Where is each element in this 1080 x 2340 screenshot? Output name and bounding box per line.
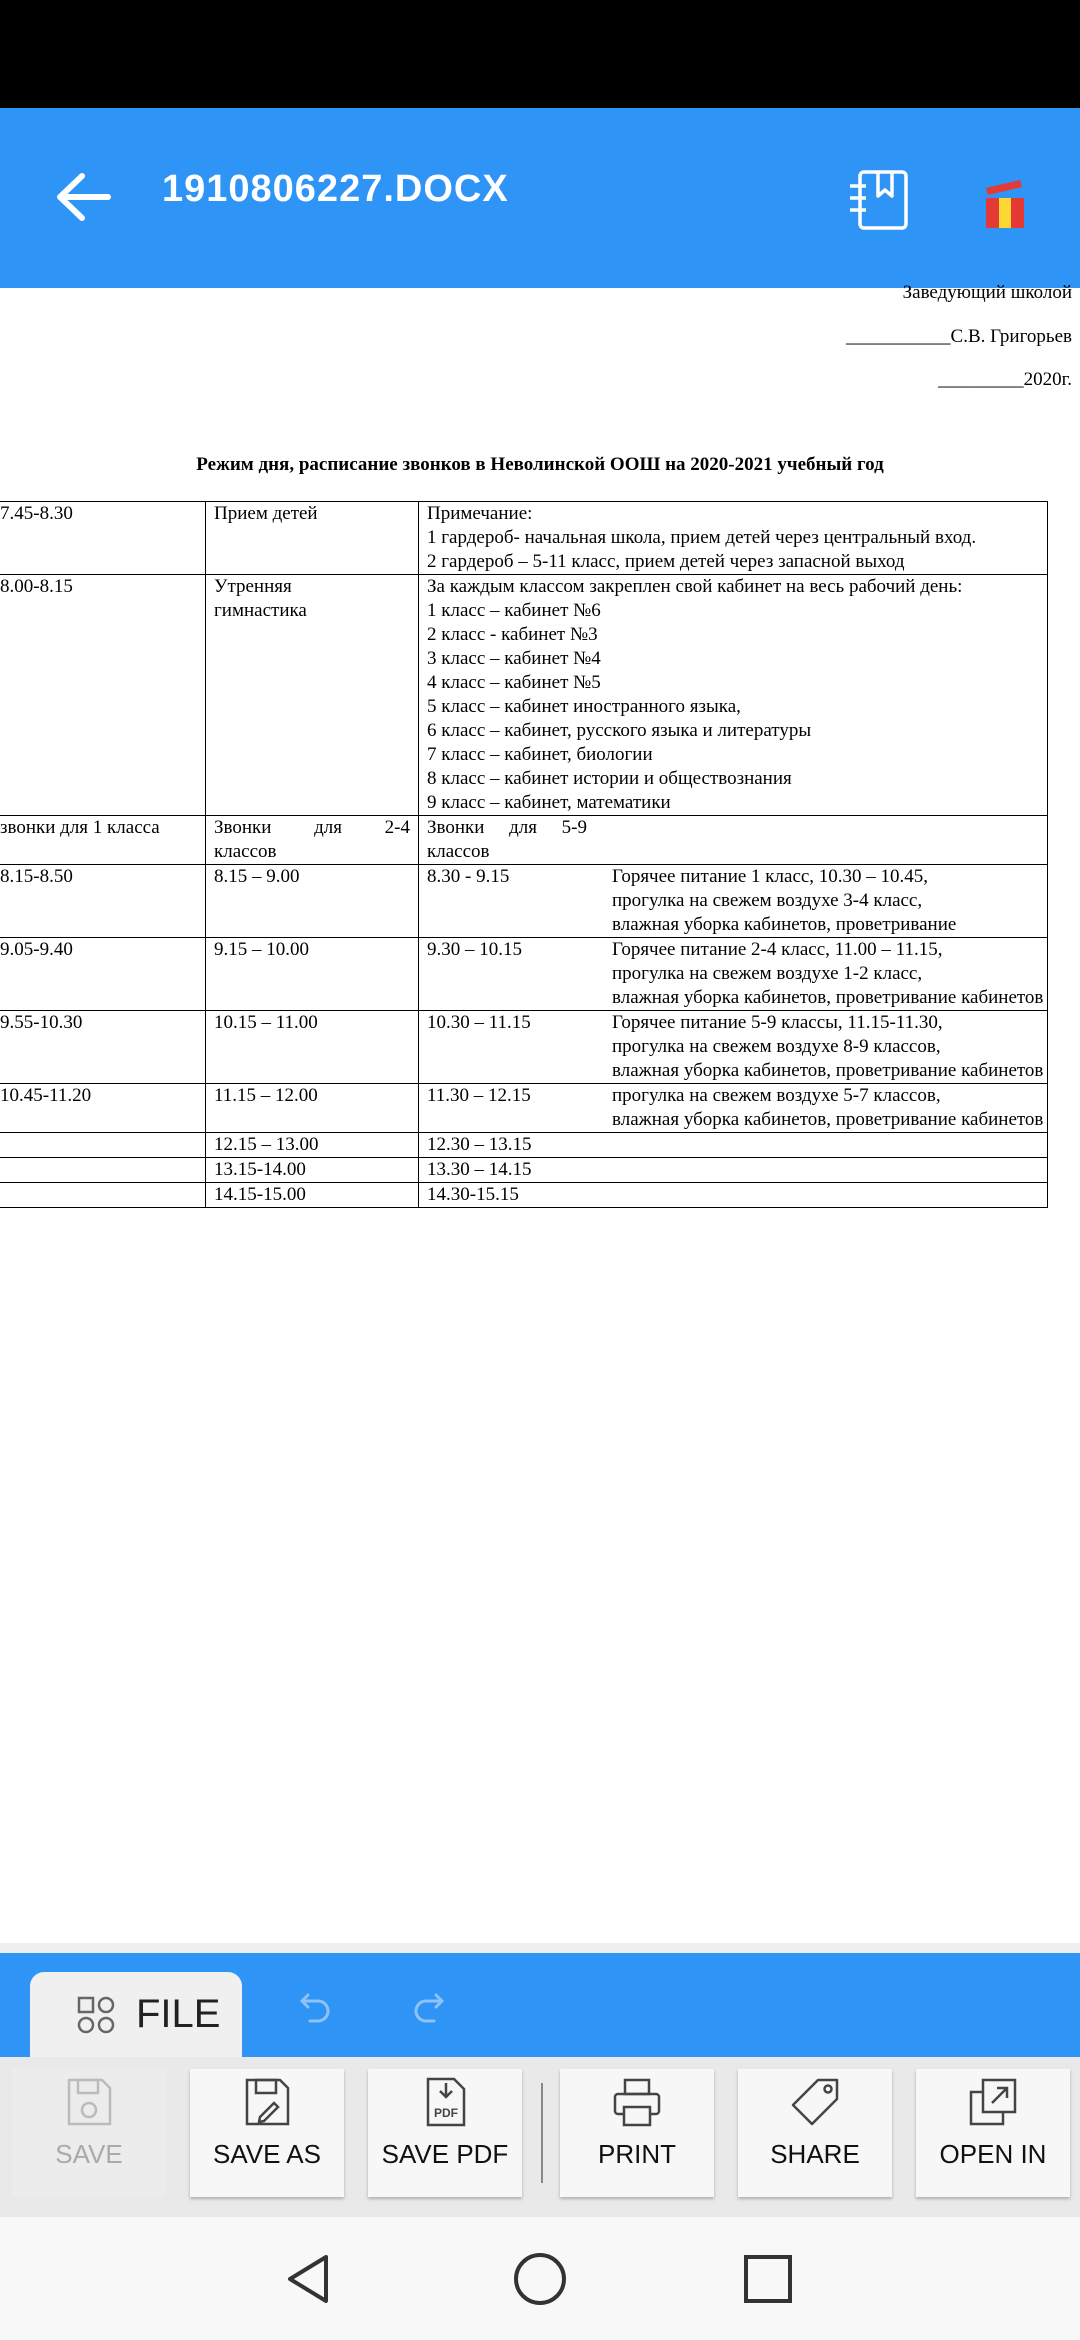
header-line: ___________С.В. Григорьев: [846, 326, 1072, 347]
cell-line: [214, 816, 410, 840]
save-pdf-button[interactable]: [368, 2069, 522, 2197]
cell-line: 5 класс – кабинет иностранного языка,: [427, 696, 741, 717]
table-cell: [419, 816, 1048, 865]
table-cell: 10.45-11.20: [0, 1084, 206, 1133]
file-tab[interactable]: [30, 1972, 242, 2057]
cell-word: Звонки: [427, 817, 485, 838]
share-label: SHARE: [770, 2139, 860, 2169]
cell-line: Горячее питание 1 класс, 10.30 – 10.45,: [612, 866, 929, 887]
cell-line: прогулка на свежем воздухе 8-9 классов,: [612, 1036, 941, 1057]
table-cell: 8.15-8.50: [0, 865, 206, 938]
cell-line: 1 класс – кабинет №6: [427, 600, 601, 621]
table-cell: [419, 502, 1048, 575]
cell-note: [612, 1084, 1043, 1132]
cell-line: прогулка на свежем воздухе 3-4 класс,: [612, 890, 923, 911]
printer-icon: [610, 2075, 664, 2129]
table-row: [0, 502, 1048, 575]
cell-line: прогулка на свежем воздухе 1-2 класс,: [612, 963, 923, 984]
app-bar: [0, 108, 1080, 288]
floppy-disk-icon: [62, 2075, 116, 2129]
cell-line: 8 класс – кабинет истории и обществознания: [427, 768, 792, 789]
table-cell: 11.15 – 12.00: [206, 1084, 419, 1133]
table-cell: 12.30 – 13.15: [419, 1133, 1048, 1158]
save-label: SAVE: [55, 2139, 123, 2169]
pdf-file-icon: [418, 2075, 472, 2129]
table-cell: 8.15 – 9.00: [206, 865, 419, 938]
cell-line: 6 класс – кабинет, русского языка и литературы: [427, 720, 812, 741]
document-heading: Режим дня, расписание звонков в Неволинской ООШ на 2020-2021 учебный год: [196, 454, 884, 475]
document-view[interactable]: [0, 282, 1080, 1953]
cell-line: За каждым классом закреплен свой кабинет на весь рабочий день:: [427, 576, 963, 597]
cell-word: для: [314, 817, 342, 838]
print-button[interactable]: [560, 2069, 714, 2197]
table-cell: 12.15 – 13.00: [206, 1133, 419, 1158]
table-row: [0, 816, 1048, 865]
cell-time: 8.30 - 9.15: [427, 866, 510, 887]
table-cell: звонки для 1 класса: [0, 816, 206, 865]
cell-line: гимнастика: [214, 600, 307, 621]
nav-home-icon[interactable]: [510, 2249, 570, 2309]
header-line: Заведующий школой: [902, 282, 1072, 303]
cell-line: влажная уборка кабинетов, проветривание: [612, 914, 957, 935]
divider: [0, 1943, 1080, 1953]
table-cell: [0, 1183, 206, 1208]
table-cell: [419, 1084, 1048, 1133]
nav-recents-icon[interactable]: [738, 2249, 798, 2309]
table-cell: 8.00-8.15: [0, 575, 206, 816]
redo-icon[interactable]: [408, 1985, 448, 2025]
divider: [541, 2083, 543, 2183]
status-bar: [0, 0, 1080, 108]
share-button[interactable]: [738, 2069, 892, 2197]
save-as-label: SAVE AS: [213, 2139, 321, 2169]
table-row: [0, 1011, 1048, 1084]
table-row: [0, 1133, 1048, 1158]
table-cell: 13.15-14.00: [206, 1158, 419, 1183]
cell-line: классов: [427, 841, 490, 862]
bookmark-list-icon[interactable]: [846, 166, 916, 236]
cell-line: 4 класс – кабинет №5: [427, 672, 601, 693]
cell-time: 11.30 – 12.15: [427, 1085, 531, 1106]
cell-line: 3 класс – кабинет №4: [427, 648, 601, 669]
cell-line: [427, 816, 587, 840]
cell-line: влажная уборка кабинетов, проветривание кабинетов: [612, 1109, 1044, 1130]
table-cell: 9.55-10.30: [0, 1011, 206, 1084]
cell-line: 2 класс - кабинет №3: [427, 624, 598, 645]
table-cell: 9.05-9.40: [0, 938, 206, 1011]
print-label: PRINT: [598, 2139, 676, 2169]
cell-line: Примечание:: [427, 503, 533, 524]
table-cell: [419, 938, 1048, 1011]
cell-note: [612, 938, 1043, 1010]
back-arrow-icon[interactable]: [48, 162, 118, 232]
document-title: 1910806227.DOCX: [162, 168, 509, 210]
table-cell: [206, 575, 419, 816]
cell-line: Утренняя: [214, 576, 292, 597]
table-cell: [0, 1133, 206, 1158]
table-cell: Прием детей: [206, 502, 419, 575]
table-row: [0, 1158, 1048, 1183]
table-cell: 13.30 – 14.15: [419, 1158, 1048, 1183]
system-nav-bar: [0, 2217, 1080, 2340]
open-in-button[interactable]: [916, 2069, 1070, 2197]
cell-note: [612, 865, 956, 937]
table-row: [0, 865, 1048, 938]
file-tab-label: FILE: [136, 1992, 221, 2036]
cell-line: Горячее питание 5-9 классы, 11.15-11.30,: [612, 1012, 943, 1033]
table-cell: 14.15-15.00: [206, 1183, 419, 1208]
save-button[interactable]: [12, 2069, 166, 2197]
table-cell: 9.15 – 10.00: [206, 938, 419, 1011]
cell-word: 5-9: [561, 817, 587, 838]
cell-word: 2-4: [384, 817, 410, 838]
file-actions-bar: [0, 2057, 1080, 2217]
open-in-label: OPEN IN: [939, 2139, 1047, 2169]
table-row: [0, 1183, 1048, 1208]
table-cell: [419, 865, 1048, 938]
cell-line: 9 класс – кабинет, математики: [427, 792, 671, 813]
cell-line: прогулка на свежем воздухе 5-7 классов,: [612, 1085, 941, 1106]
cell-word: для: [509, 817, 537, 838]
cell-line: 2 гардероб – 5-11 класс, прием детей через запасной выход: [427, 551, 905, 572]
table-cell: 14.30-15.15: [419, 1183, 1048, 1208]
cell-line: влажная уборка кабинетов, проветривание кабинетов: [612, 1060, 1044, 1081]
save-pdf-label: SAVE PDF: [381, 2139, 509, 2169]
grid-icon: [76, 1995, 116, 2035]
header-line: _________2020г.: [938, 369, 1072, 390]
schedule-table: [0, 501, 1048, 1208]
nav-back-icon[interactable]: [280, 2249, 340, 2309]
open-external-icon: [966, 2075, 1020, 2129]
table-cell: [206, 816, 419, 865]
table-cell: [419, 575, 1048, 816]
cell-line: влажная уборка кабинетов, проветривание кабинетов: [612, 987, 1044, 1008]
table-cell: 7.45-8.30: [0, 502, 206, 575]
cell-word: Звонки: [214, 817, 272, 838]
svg-text:PDF: PDF: [434, 2106, 458, 2120]
gift-icon[interactable]: [980, 178, 1030, 230]
cell-note: [612, 1011, 1043, 1083]
table-cell: [0, 1158, 206, 1183]
table-row: [0, 575, 1048, 816]
edit-toolbar: [0, 1953, 1080, 2057]
cell-time: 10.30 – 11.15: [427, 1012, 531, 1033]
table-row: [0, 938, 1048, 1011]
tag-icon: [788, 2075, 842, 2129]
cell-line: Горячее питание 2-4 класс, 11.00 – 11.15,: [612, 939, 943, 960]
undo-icon[interactable]: [296, 1985, 336, 2025]
save-as-icon: [240, 2075, 294, 2129]
cell-line: 1 гардероб- начальная школа, прием детей через центральный вход.: [427, 527, 977, 548]
save-as-button[interactable]: [190, 2069, 344, 2197]
cell-time: 9.30 – 10.15: [427, 939, 522, 960]
cell-line: 7 класс – кабинет, биологии: [427, 744, 653, 765]
table-row: [0, 1084, 1048, 1133]
cell-line: классов: [214, 841, 277, 862]
table-cell: [419, 1011, 1048, 1084]
table-cell: 10.15 – 11.00: [206, 1011, 419, 1084]
